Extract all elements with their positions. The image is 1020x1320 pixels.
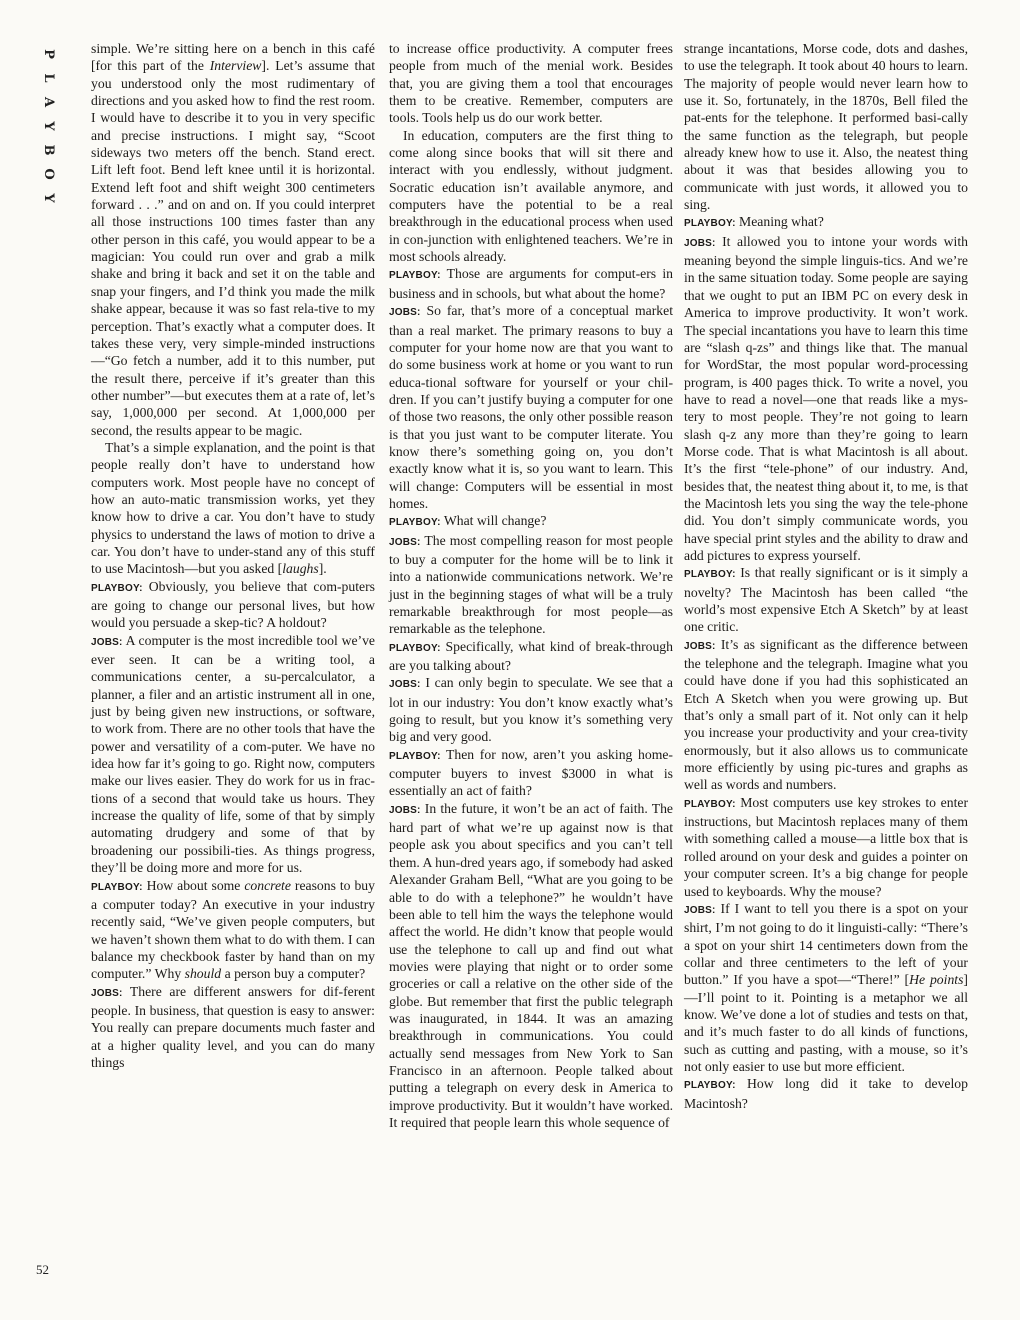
- paragraph: [684, 636, 968, 794]
- speaker-label: JOBS:: [389, 679, 421, 691]
- paragraph-text: There are different answers for dif-ferent people. In business, that question is easy to answer: You really can prepare documents much faster and at a higher quality level, and you can do many things: [91, 983, 375, 1070]
- paragraph: [91, 632, 375, 877]
- paragraph-text: It’s as significant as the difference between the telephone and the telegraph. Imagine what you could have done if you had this sophisticated an Etch A Sketch when you were growing up. But that’s only a small part of it. Not only can it help you increase your productivity and your crea-tivity enormously, but it also allows us to communicate more efficiently by using pic-tures and graphs as well as words and numbers.: [684, 636, 968, 793]
- title-letter: P: [41, 49, 56, 59]
- paragraph: [91, 578, 375, 632]
- paragraph: [91, 40, 375, 439]
- paragraph-text: How about some concrete reasons to buy a computer today? An executive in your industry recently said, “We’ve given people computers, but we haven’t shown them what to do with them. I can balance my checkbook faster by hand than on my computer.” Why should a person buy a computer?: [91, 877, 375, 982]
- paragraph-text: Obviously, you believe that com-puters are going to change our personal lives, but how would you persuade a skep-tic? A holdout?: [91, 578, 376, 631]
- paragraph-text: How long did it take to develop Macintosh?: [684, 1076, 968, 1111]
- text-column-2: [389, 40, 673, 1131]
- text-column-3: [684, 40, 968, 1112]
- paragraph-text: Those are arguments for comput-ers in business and in schools, but what about the home?: [389, 266, 673, 301]
- paragraph: [91, 439, 375, 578]
- paragraph: [389, 512, 673, 531]
- paragraph: [684, 900, 968, 1075]
- paragraph-text: Is that really significant or is it simply a novelty? The Macintosh has been called “the world’s most expensive Etch A Sketch” by at least one critic.: [684, 565, 969, 635]
- title-letter: L: [41, 73, 56, 83]
- paragraph-text: Specifically, what kind of break-through are you talking about?: [389, 638, 673, 674]
- paragraph-text: It allowed you to intone your words with meaning beyond the simple linguis-tics. And we’re in the same situation today. Some people are saying that we ought to put an IBM PC on every desk in America to improve productivity. It won’t work. The special incantations you have to learn this time are “slash q-zs” and things like that. The manual for WordStar, the most popular word-processing program, is 400 pages thick. To write a novel, you have to read a novel—one that reads like a mys-tery to most people. They’re not going to learn slash q-z any more than they’re going to learn Morse code. That is what Macintosh is all about. It’s the first “tele-phone” of our industry. And, besides that, the neatest thing about it, to me, is that the Macintosh lets you sing the way the tele-phone did. You don’t simply communicate words, you have special print styles and the ability to draw and add pictures to express yourself.: [684, 233, 968, 563]
- paragraph: [684, 40, 968, 213]
- paragraph: [684, 794, 968, 900]
- paragraph: [389, 638, 673, 675]
- paragraph: [389, 40, 673, 127]
- title-letter: Y: [41, 121, 56, 131]
- paragraph-text: What will change?: [443, 513, 547, 529]
- paragraph-text: A computer is the most incredible tool we’ve ever seen. It can be a writing tool, a communications center, a su-percalculator, a planner, a filer and an artistic instrument all in one, just by being given new instructions, or software, to work from. There are no other tools that have the power and versatility of a com-puter. We have no idea how far it’s going to go. Right now, computers make our lives easier. They do work for us in frac-tions of a second that would take us hours. They increase the quality of life, some of that by simply automating drudgery and some of that by broadening our possibili-ties. As things progress, they’ll be doing more and more for us.: [91, 632, 375, 876]
- title-letter: A: [41, 96, 56, 108]
- paragraph: [389, 674, 673, 745]
- paragraph: [389, 265, 673, 302]
- speaker-label: PLAYBOY:: [91, 881, 143, 893]
- paragraph: [91, 983, 375, 1072]
- speaker-label: JOBS:: [684, 640, 716, 652]
- title-letter: O: [41, 168, 56, 180]
- paragraph-text: to increase office productivity. A computer frees people from much of the menial work. Besides that, you are giving them a tool that encourages them to be creative. Remember, computers are tools. Tools help us do our work better.: [389, 41, 673, 126]
- speaker-label: PLAYBOY:: [389, 750, 441, 762]
- text-column-1: [91, 40, 375, 1071]
- paragraph-text: If I want to tell you there is a spot on your shirt, I’m not going to do it linguisti-cally: “There’s a spot on your shirt 14 centimeters down from the collar and three centimeters to the left of your button.” If you have a spot—“There!” [He points]—I’ll point to it. Pointing is a metaphor we all know. We’ve done a lot of studies and tests on that, and it’s much faster to do all kinds of functions, such as cutting and pasting, with a mouse, so it’s not only easier to use but more efficient.: [684, 900, 968, 1074]
- paragraph: [91, 877, 375, 983]
- paragraph-text: That’s a simple explanation, and the point is that people really don’t have to understand how computers work. Most people have no concept of how an auto-matic transmission works, yet they know how to drive a car. You don’t have to study physics to understand the laws of motion to drive a car. You don’t have to under-stand any of this stuff to use Macintosh—but you asked [laughs].: [91, 439, 375, 577]
- paragraph-text: strange incantations, Morse code, dots and dashes, to use the telegraph. It took about 40 hours to learn. The majority of people would never learn how to use it. So, fortunately, in the 1870s, Bell filed the pat-ents for the telephone. It performed basi-cally the same function as the telegraph, but people already knew how to use it. Also, the neatest thing about it was that besides allowing you to communicate with just words, it allowed you to sing.: [684, 41, 968, 213]
- paragraph: [684, 213, 968, 232]
- paragraph-text: I can only begin to speculate. We see that a lot in our industry: You don’t know exactly what’s going to result, but you know it’s something very big and very good.: [389, 675, 674, 745]
- title-letter: Y: [41, 193, 56, 203]
- speaker-label: PLAYBOY:: [91, 582, 143, 594]
- paragraph-text: The most compelling reason for most people to buy a computer for the home will be to link it into a nationwide communications network. We’re just in the beginning stages of what will be a truly remarkable breakthrough for most people—as remarkable as the telephone.: [389, 532, 673, 637]
- paragraph: [389, 302, 673, 512]
- paragraph: [389, 127, 673, 266]
- paragraph: [684, 564, 968, 635]
- speaker-label: PLAYBOY:: [684, 798, 736, 810]
- paragraph: [389, 746, 673, 800]
- speaker-label: JOBS:: [389, 307, 421, 319]
- paragraph-text: So far, that’s more of a conceptual market than a real market. The primary reasons to buy a computer for your home now are that you want to do some business work at home or you want to run educa-tional software for yourself or your chil-dren. If you can’t justify buying a computer for one of those two reasons, the only other possible reason is that you just want to be computer literate. You know there’s something going on, you don’t exactly know what it is, so you want to learn. This will change: Computers will be essential in most homes.: [389, 303, 673, 511]
- paragraph-text: simple. We’re sitting here on a bench in this café [for this part of the Interview]. Let’s assume that you understood only the most rudimentary of directions and you asked how to find the rest room. I would have to describe it to you in very specific and precise instructions. I might say, “Scoot sideways two meters off the bench. Stand erect. Lift left foot. Bend left knee until it is horizontal. Extend left foot and shift weight 300 centimeters forward . . .” and on and on. If you could interpret all those instructions 100 times faster than any other person in this café, you would appear to be a magician: You could run over and grab a milk shake and bring it back and set it on the table and snap your fingers, and I’d think you made the milk shake appear, because it was so fast rela-tive to my perception. That’s exactly what a computer does. It takes these very, very simple-minded instructions—“Go fetch a number, add it to this number, put the result there, perceive if it’s greater than this other number”—but executes them at a rate of, let’s say, 1,000,000 per second. At 1,000,000 per second, the results appear to be magic.: [91, 41, 375, 438]
- speaker-label: PLAYBOY:: [684, 218, 736, 230]
- title-letter: B: [41, 144, 56, 156]
- paragraph: [684, 233, 968, 565]
- paragraph: [389, 800, 673, 1132]
- page-number: 52: [36, 1262, 49, 1277]
- speaker-label: PLAYBOY:: [684, 569, 736, 581]
- speaker-label: PLAYBOY:: [684, 1080, 736, 1092]
- paragraph-text: Then for now, aren’t you asking home-computer buyers to invest $3000 in what is essentially an act of faith?: [389, 746, 673, 799]
- speaker-label: JOBS:: [389, 804, 421, 816]
- magazine-title-vertical: [36, 42, 60, 210]
- speaker-label: JOBS:: [684, 904, 716, 916]
- speaker-label: PLAYBOY:: [389, 642, 441, 654]
- paragraph-text: In the future, it won’t be an act of faith. The hard part of what we’re up against now is that people ask you about specifics and you can’t tell them. A hun-dred years ago, if somebody had asked Alexander Graham Bell, “What are you going to be able to do with a telephone?” he wouldn’t have been able to tell him the ways the telephone would affect the world. He didn’t know that people would use the telephone to call up and find out what movies were playing that night or to order some groceries or call a relative on the other side of the globe. But remember that first the public telegraph was inaugurated, in 1844. It was an amazing breakthrough in communications. You could actually send messages from New York to San Francisco in an afternoon. People talked about putting a telegraph on every desk in America to improve productivity. But it wouldn’t have worked. It required that people learn this whole sequence of: [389, 800, 674, 1130]
- paragraph-text: In education, computers are the first thing to come along since books that will sit there and interact with you endlessly, without judgment. Socratic education isn’t available anymore, and computers have the potential to be a real breakthrough in the educational process when used in con-junction with enlightened teachers. We’re in most schools already.: [389, 127, 673, 265]
- speaker-label: JOBS:: [684, 237, 716, 249]
- speaker-label: JOBS:: [389, 536, 421, 548]
- paragraph-text: Meaning what?: [739, 214, 824, 230]
- paragraph: [389, 532, 673, 638]
- paragraph: [684, 1075, 968, 1112]
- speaker-label: JOBS:: [91, 987, 123, 999]
- speaker-label: JOBS:: [91, 636, 123, 648]
- speaker-label: PLAYBOY:: [389, 270, 441, 282]
- speaker-label: PLAYBOY:: [389, 517, 441, 529]
- paragraph-text: Most computers use key strokes to enter instructions, but Macintosh replaces many of them with something called a mouse—a little box that is rolled around on your desk and guides a pointer on your computer screen. It’s a big change for people used to keyboards. Why the mouse?: [684, 794, 969, 899]
